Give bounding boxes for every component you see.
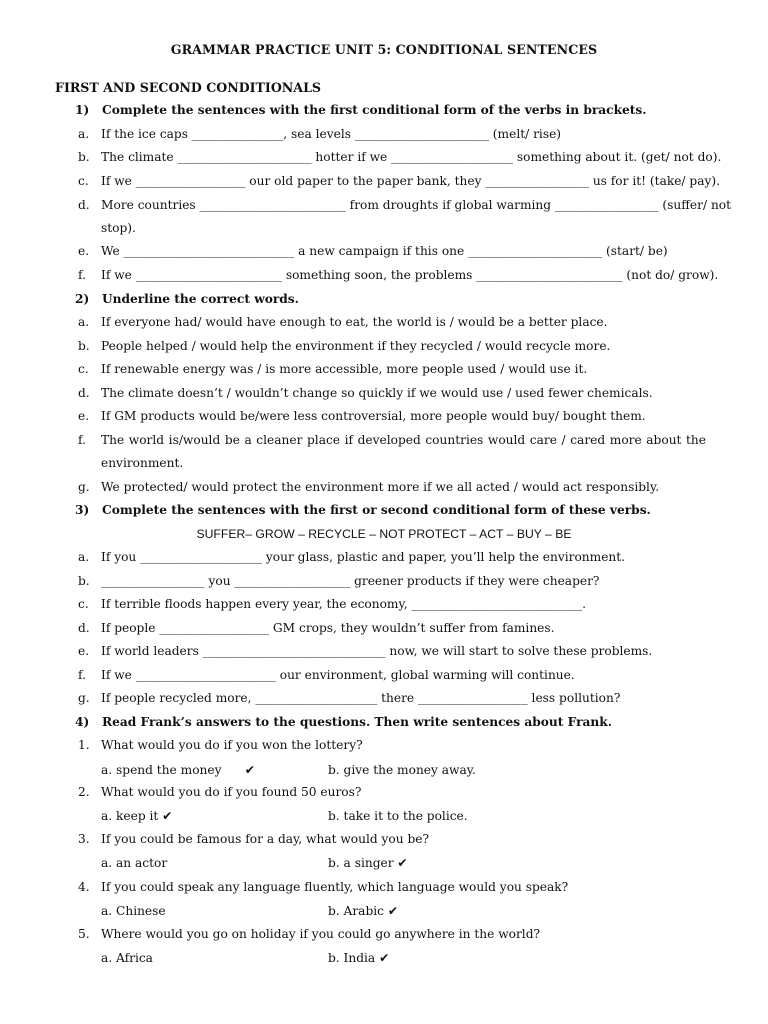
list-item <box>0 335 768 357</box>
item-label: e. <box>78 409 90 423</box>
item-text: People helped / would help the environment if they recycled / would recycle more. <box>101 339 611 353</box>
item-text: If we ________________________ something soon, the problems ________________________ (not do/ grow). <box>101 268 719 282</box>
option-a <box>101 852 167 874</box>
list-item <box>0 476 768 498</box>
option-text: a. Africa <box>101 951 153 965</box>
list-item <box>0 170 768 192</box>
exercise-1-heading <box>0 99 768 121</box>
list-item <box>0 664 768 686</box>
option-a <box>101 805 172 827</box>
option-a <box>101 759 255 781</box>
item-text: If people recycled more, ____________________ there __________________ less pollution? <box>101 691 621 705</box>
item-text: The world is/would be a cleaner place if developed countries would care / cared more about the <box>101 433 706 447</box>
list-item <box>0 123 768 145</box>
list-item <box>0 687 768 709</box>
item-text: More countries ________________________ from droughts if global warming _________________ (suffer/ not <box>101 198 732 212</box>
page-title: GRAMMAR PRACTICE UNIT 5: CONDITIONAL SENTENCES <box>170 42 598 57</box>
list-item-continuation <box>0 452 768 474</box>
answer-options <box>0 759 768 781</box>
item-text: _________________ you ___________________ greener products if they were cheaper? <box>101 574 600 588</box>
option-text: b. give the money away. <box>328 763 476 777</box>
option-a <box>101 947 153 969</box>
item-text: We ____________________________ a new campaign if this one ______________________ (start/ be) <box>101 244 668 258</box>
list-item <box>0 146 768 168</box>
item-label: a. <box>78 127 90 141</box>
question <box>0 781 768 803</box>
exercise-instruction: Complete the sentences with the first conditional form of the verbs in brackets. <box>102 103 647 117</box>
item-label: d. <box>78 198 90 212</box>
answer-options <box>0 805 768 827</box>
list-item-continuation <box>0 217 768 239</box>
item-label: f. <box>78 268 86 282</box>
list-item <box>0 593 768 615</box>
question-number: 5. <box>78 927 90 941</box>
option-text: b. a singer <box>328 856 394 870</box>
question-number: 1. <box>78 738 90 752</box>
list-item <box>0 264 768 286</box>
option-b <box>328 900 398 922</box>
item-text: If people __________________ GM crops, they wouldn’t suffer from famines. <box>101 621 555 635</box>
option-text: a. spend the money <box>101 763 222 777</box>
list-item <box>0 570 768 592</box>
item-text: If we _______________________ our environment, global warming will continue. <box>101 668 575 682</box>
question <box>0 876 768 898</box>
exercise-number: 4) <box>75 715 90 729</box>
item-label: c. <box>78 597 89 611</box>
question-text: If you could speak any language fluently, which language would you speak? <box>101 880 569 894</box>
check-icon: ✔ <box>397 856 408 870</box>
item-label: g. <box>78 691 90 705</box>
question-text: What would you do if you won the lottery? <box>101 738 363 752</box>
item-text: environment. <box>101 456 184 470</box>
item-text: The climate ______________________ hotter if we ____________________ something about it. (get/ not do). <box>101 150 722 164</box>
option-a <box>101 900 166 922</box>
item-text: If world leaders ______________________________ now, we will start to solve these problems. <box>101 644 653 658</box>
item-text: If we __________________ our old paper to the paper bank, they _________________ us for it! (take/ pay). <box>101 174 720 188</box>
list-item <box>0 617 768 639</box>
option-b <box>328 805 468 827</box>
item-label: b. <box>78 150 90 164</box>
item-label: f. <box>78 668 86 682</box>
item-label: a. <box>78 315 90 329</box>
list-item <box>0 311 768 333</box>
question-number: 2. <box>78 785 90 799</box>
question-number: 4. <box>78 880 90 894</box>
list-item <box>0 546 768 568</box>
question <box>0 734 768 756</box>
item-label: e. <box>78 244 90 258</box>
check-icon: ✔ <box>244 763 255 777</box>
option-b <box>328 852 408 874</box>
exercise-instruction: Read Frank’s answers to the questions. Then write sentences about Frank. <box>102 715 612 729</box>
verb-list: SUFFER– GROW – RECYCLE – NOT PROTECT – ACT – BUY – BE <box>196 527 572 541</box>
exercise-4-heading <box>0 711 768 733</box>
check-icon: ✔ <box>379 951 390 965</box>
option-b <box>328 759 476 781</box>
section-heading: FIRST AND SECOND CONDITIONALS <box>55 80 322 95</box>
item-label: d. <box>78 621 90 635</box>
item-text: We protected/ would protect the environment more if we all acted / would act responsibly. <box>101 480 660 494</box>
check-icon: ✔ <box>162 809 173 823</box>
item-text: The climate doesn’t / wouldn’t change so quickly if we would use / used fewer chemicals. <box>101 386 653 400</box>
option-text: a. keep it <box>101 809 159 823</box>
item-text: stop). <box>101 221 136 235</box>
exercise-number: 1) <box>75 103 90 117</box>
item-label: f. <box>78 433 86 447</box>
item-text: If GM products would be/were less controversial, more people would buy/ bought them. <box>101 409 646 423</box>
option-text: b. India <box>328 951 376 965</box>
answer-options <box>0 900 768 922</box>
item-text: If the ice caps _______________, sea levels ______________________ (melt/ rise) <box>101 127 562 141</box>
option-text: a. an actor <box>101 856 168 870</box>
item-label: b. <box>78 339 90 353</box>
item-label: b. <box>78 574 90 588</box>
list-item <box>0 194 768 216</box>
list-item <box>0 382 768 404</box>
list-item <box>0 405 768 427</box>
option-text: b. take it to the police. <box>328 809 468 823</box>
list-item <box>0 240 768 262</box>
list-item <box>0 429 768 451</box>
item-label: g. <box>78 480 90 494</box>
item-label: c. <box>78 174 89 188</box>
check-icon: ✔ <box>387 904 399 918</box>
question <box>0 828 768 850</box>
list-item <box>0 640 768 662</box>
item-label: c. <box>78 362 89 376</box>
answer-options <box>0 852 768 874</box>
item-text: If renewable energy was / is more accessible, more people used / would use it. <box>101 362 588 376</box>
exercise-instruction: Underline the correct words. <box>102 292 299 306</box>
question-number: 3. <box>78 832 90 846</box>
item-text: If everyone had/ would have enough to eat, the world is / would be a better place. <box>101 315 608 329</box>
exercise-number: 3) <box>75 503 90 517</box>
question-text: If you could be famous for a day, what would you be? <box>101 832 430 846</box>
option-text: a. Chinese <box>101 904 166 918</box>
question-text: Where would you go on holiday if you could go anywhere in the world? <box>101 927 541 941</box>
item-text: If you ____________________ your glass, plastic and paper, you’ll help the environment. <box>101 550 626 564</box>
exercise-number: 2) <box>75 292 90 306</box>
item-label: d. <box>78 386 90 400</box>
question-text: What would you do if you found 50 euros? <box>101 785 362 799</box>
exercise-2-heading <box>0 288 768 310</box>
option-b <box>328 947 389 969</box>
answer-options <box>0 947 768 969</box>
option-text: b. Arabic <box>328 904 384 918</box>
item-text: If terrible floods happen every year, the economy, ____________________________. <box>101 597 586 611</box>
exercise-3-heading <box>0 499 768 521</box>
question <box>0 923 768 945</box>
item-label: a. <box>78 550 90 564</box>
list-item <box>0 358 768 380</box>
exercise-instruction: Complete the sentences with the first or second conditional form of these verbs. <box>102 503 651 517</box>
item-label: e. <box>78 644 90 658</box>
